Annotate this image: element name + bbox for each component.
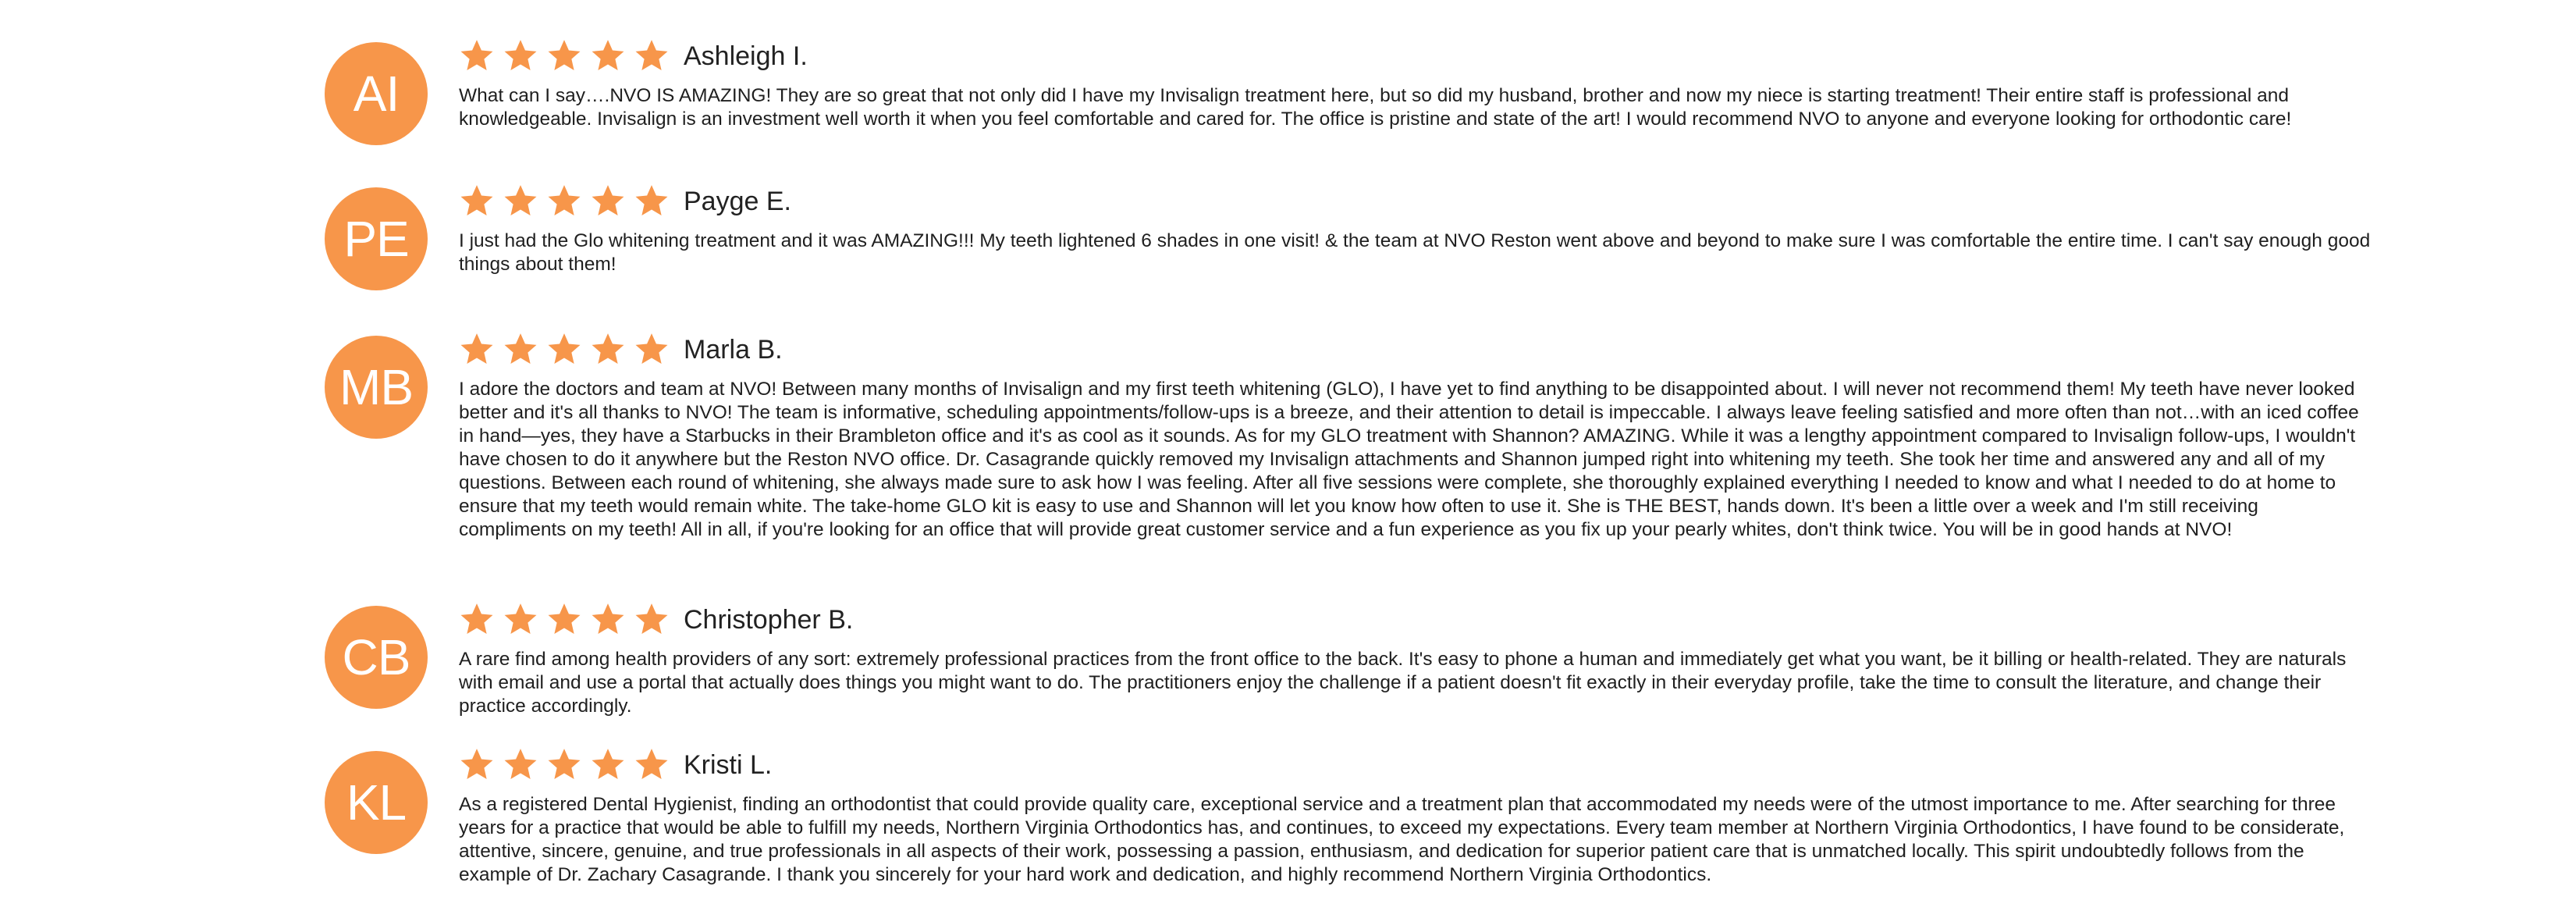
review-text: A rare find among health providers of any sort: extremely professional practices from the front office to the back. It's easy to phone a human and immediately get what you want, be it billing or health-related. They are naturals with email and use a portal that actually does things you might want to do. The practitioners enjoy the challenge if a patient doesn't fit exactly in their everyday profile, take the time to consult the literature, and change their practice accordingly. [459,649,2347,717]
star-rating [459,184,674,219]
reviewer-name: Ashleigh I. [684,41,808,71]
star-icon [503,748,538,782]
reviewer-name: Payge E. [684,186,791,216]
star-icon [634,333,670,367]
star-rating [459,333,674,367]
star-icon [590,603,626,637]
avatar: AI [325,42,428,145]
review-text: What can I say….NVO IS AMAZING! They are so great that not only did I have my Invisalign treatment here, but so did my husband, brother and now my niece is starting treatment! Their entire staff is professional and knowledgeable. Invisalign is an investment well worth it when you feel comfortable and cared for. The office is pristine and state of the art! I would recommend NVO to anyone and everyone looking for orthodontic care! [459,85,2292,130]
star-icon [459,748,495,782]
star-icon [634,184,670,219]
star-icon [634,603,670,637]
review-item [325,328,2359,593]
star-icon [546,184,582,219]
review-header [459,743,2276,787]
review-item [325,598,2347,743]
star-icon [503,184,538,219]
review-header [459,34,2276,78]
avatar: CB [325,606,428,709]
star-icon [546,333,582,367]
review-item [325,180,2371,322]
star-icon [459,333,495,367]
star-icon [590,748,626,782]
star-icon [503,333,538,367]
star-icon [459,603,495,637]
reviewer-name: Marla B. [684,334,783,365]
star-icon [634,39,670,73]
star-icon [546,748,582,782]
reviews-list [325,34,2371,891]
review-header [459,328,2276,372]
review-text: I just had the Glo whitening treatment and it was AMAZING!!! My teeth lightened 6 shades in one visit! & the team at NVO Reston went above and beyond to make sure I was comfortable the entire time. I can't say enough good things about them! [459,230,2371,275]
star-icon [503,603,538,637]
star-icon [459,39,495,73]
star-icon [590,333,626,367]
star-icon [459,184,495,219]
avatar: MB [325,336,428,439]
star-rating [459,39,674,73]
avatar: PE [325,187,428,290]
review-text: As a registered Dental Hygienist, finding an orthodontist that could provide quality care, exceptional service and a treatment plan that accommodated my needs were of the utmost importance to me. After searching for three years for a practice that would be able to fulfill my needs, Northern Virginia Orthodontics has, and continues, to exceed my expectations. Every team member at Northern Virginia Orthodontics, I have found to be considerate, attentive, sincere, genuine, and true professionals in all aspects of their work, possessing a passion, enthusiasm, and dedication for superior patient care that is unmatched locally. This spirit undoubtedly follows from the example of Dr. Zachary Casagrande. I thank you sincerely for your hard work and dedication, and highly recommend Northern Virginia Orthodontics. [459,794,2345,885]
star-icon [546,603,582,637]
review-item [325,743,2345,891]
review-item [325,34,2292,151]
star-icon [503,39,538,73]
star-icon [590,184,626,219]
star-rating [459,603,674,637]
reviewer-name: Christopher B. [684,604,854,635]
review-header [459,598,2276,642]
star-icon [546,39,582,73]
star-rating [459,748,674,782]
star-icon [634,748,670,782]
star-icon [590,39,626,73]
avatar: KL [325,751,428,854]
reviewer-name: Kristi L. [684,749,773,780]
review-text: I adore the doctors and team at NVO! Between many months of Invisalign and my first teeth whitening (GLO), I have yet to find anything to be disappointed about. I will never not recommend them! My teeth have never looked better and it's all thanks to NVO! The team is informative, scheduling appointments/follow-ups is a breeze, and their attention to detail is impeccable. I always leave feeling satisfied and more often than not…with an iced coffee in hand—yes, they have a Starbucks in their Brambleton office and it's as cool as it sounds. As for my GLO treatment with Shannon? AMAZING. While it was a lengthy appointment compared to Invisalign follow-ups, I wouldn't have chosen to do it anywhere but the Reston NVO office. Dr. Casagrande quickly removed my Invisalign attachments and Shannon jumped right into whitening my teeth. She took her time and answered any and all of my questions. Between each round of whitening, she always made sure to ask how I was feeling. After all five sessions were complete, she thoroughly explained everything I needed to know and what I needed to do at home to ensure that my teeth would remain white. The take-home GLO kit is easy to use and Shannon will let you know how often to use it. She is THE BEST, hands down. It's been a little over a week and I'm still receiving compliments on my teeth! All in all, if you're looking for an office that will provide great customer service and a fun experience as you fix up your pearly whites, don't think twice. You will be in good hands at NVO! [459,379,2359,540]
review-header [459,180,2276,223]
